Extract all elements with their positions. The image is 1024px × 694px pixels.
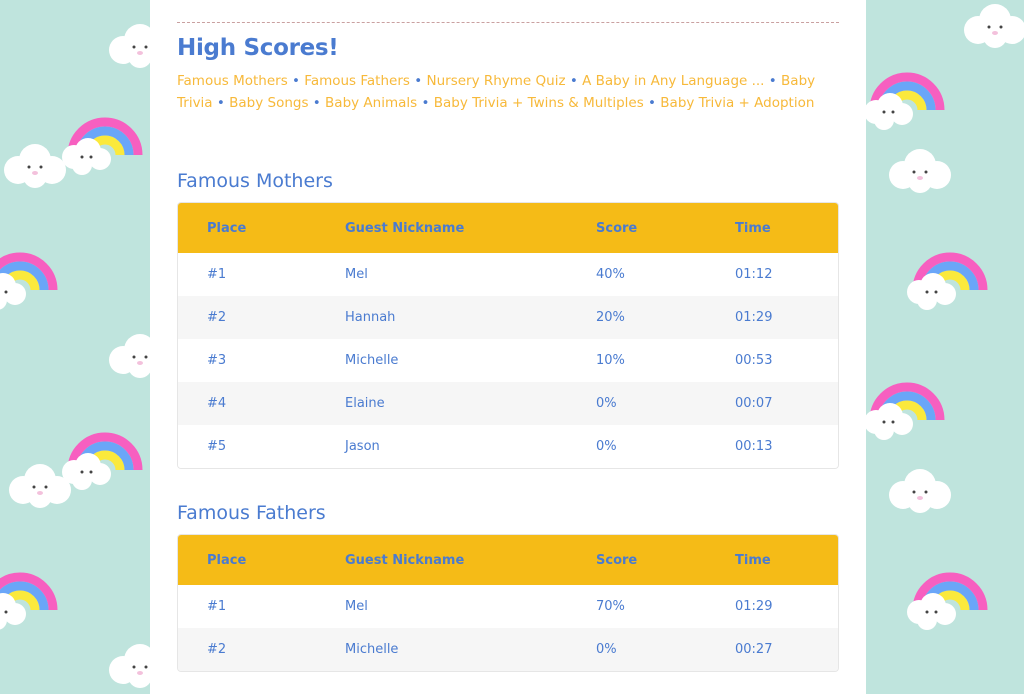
- separator: •: [308, 95, 326, 111]
- page-title: High Scores!: [177, 35, 339, 61]
- separator: •: [565, 73, 583, 89]
- table-cell: 20%: [567, 296, 706, 339]
- quiz-link[interactable]: Baby Songs: [229, 95, 309, 111]
- table-cell: 0%: [567, 382, 706, 425]
- column-header: Time: [706, 203, 838, 253]
- scores-table: [177, 202, 839, 469]
- quiz-link[interactable]: Baby Trivia: [177, 73, 816, 111]
- table-row: [178, 253, 838, 296]
- separator: •: [643, 95, 661, 111]
- rainbow-cloud-icon: [862, 360, 952, 440]
- cloud-icon: [960, 0, 1024, 50]
- quiz-link[interactable]: Nursery Rhyme Quiz: [426, 73, 566, 89]
- table-cell: 01:29: [706, 296, 838, 339]
- table-cell: #4: [178, 382, 316, 425]
- table-cell: #2: [178, 296, 316, 339]
- table-cell: 00:53: [706, 339, 838, 382]
- table-cell: 10%: [567, 339, 706, 382]
- table-row: [178, 585, 838, 628]
- separator: •: [409, 73, 427, 89]
- section-title: Famous Fathers: [177, 502, 326, 524]
- table-cell: Jason: [316, 425, 567, 468]
- table-cell: 0%: [567, 425, 706, 468]
- separator: •: [287, 73, 305, 89]
- column-header: Guest Nickname: [316, 203, 567, 253]
- divider: [177, 22, 839, 23]
- table-cell: 70%: [567, 585, 706, 628]
- rainbow-cloud-icon: [905, 230, 995, 310]
- column-header: Time: [706, 535, 838, 585]
- separator: •: [417, 95, 434, 111]
- rainbow-cloud-icon: [60, 95, 150, 175]
- table-header: [178, 203, 838, 253]
- table-row: [178, 425, 838, 468]
- table-cell: 0%: [567, 628, 706, 671]
- quiz-links: [177, 70, 839, 114]
- separator: •: [764, 73, 782, 89]
- quiz-link[interactable]: Famous Mothers: [177, 73, 288, 89]
- table-cell: 00:27: [706, 628, 838, 671]
- section-title: Famous Mothers: [177, 170, 333, 192]
- table-row: [178, 339, 838, 382]
- table-cell: #3: [178, 339, 316, 382]
- scores-table: [177, 534, 839, 672]
- table-cell: Hannah: [316, 296, 567, 339]
- column-header: Guest Nickname: [316, 535, 567, 585]
- table-cell: 00:07: [706, 382, 838, 425]
- table-cell: #5: [178, 425, 316, 468]
- main-content: [150, 0, 866, 694]
- separator: •: [212, 95, 230, 111]
- table-cell: #2: [178, 628, 316, 671]
- table-row: [178, 628, 838, 671]
- quiz-link[interactable]: Baby Animals: [325, 95, 418, 111]
- cloud-icon: [885, 465, 955, 515]
- table-row: [178, 382, 838, 425]
- table-row: [178, 296, 838, 339]
- cloud-icon: [885, 145, 955, 195]
- quiz-link[interactable]: Famous Fathers: [304, 73, 410, 89]
- column-header: Place: [178, 203, 316, 253]
- column-header: Score: [567, 203, 706, 253]
- rainbow-cloud-icon: [0, 230, 65, 310]
- table-cell: Mel: [316, 253, 567, 296]
- table-cell: Elaine: [316, 382, 567, 425]
- table-cell: 40%: [567, 253, 706, 296]
- column-header: Place: [178, 535, 316, 585]
- table-header: [178, 535, 838, 585]
- quiz-link[interactable]: Baby Trivia + Twins & Multiples: [433, 95, 644, 111]
- cloud-icon: [5, 460, 75, 510]
- table-cell: Michelle: [316, 628, 567, 671]
- cloud-icon: [0, 140, 70, 190]
- column-header: Score: [567, 535, 706, 585]
- table-cell: Michelle: [316, 339, 567, 382]
- quiz-link[interactable]: Baby Trivia + Adoption: [660, 95, 815, 111]
- rainbow-cloud-icon: [862, 50, 952, 130]
- table-cell: #1: [178, 253, 316, 296]
- table-cell: 01:12: [706, 253, 838, 296]
- rainbow-cloud-icon: [905, 550, 995, 630]
- rainbow-cloud-icon: [0, 550, 65, 630]
- quiz-link[interactable]: A Baby in Any Language ...: [582, 73, 765, 89]
- table-cell: #1: [178, 585, 316, 628]
- table-cell: 00:13: [706, 425, 838, 468]
- table-cell: 01:29: [706, 585, 838, 628]
- table-cell: Mel: [316, 585, 567, 628]
